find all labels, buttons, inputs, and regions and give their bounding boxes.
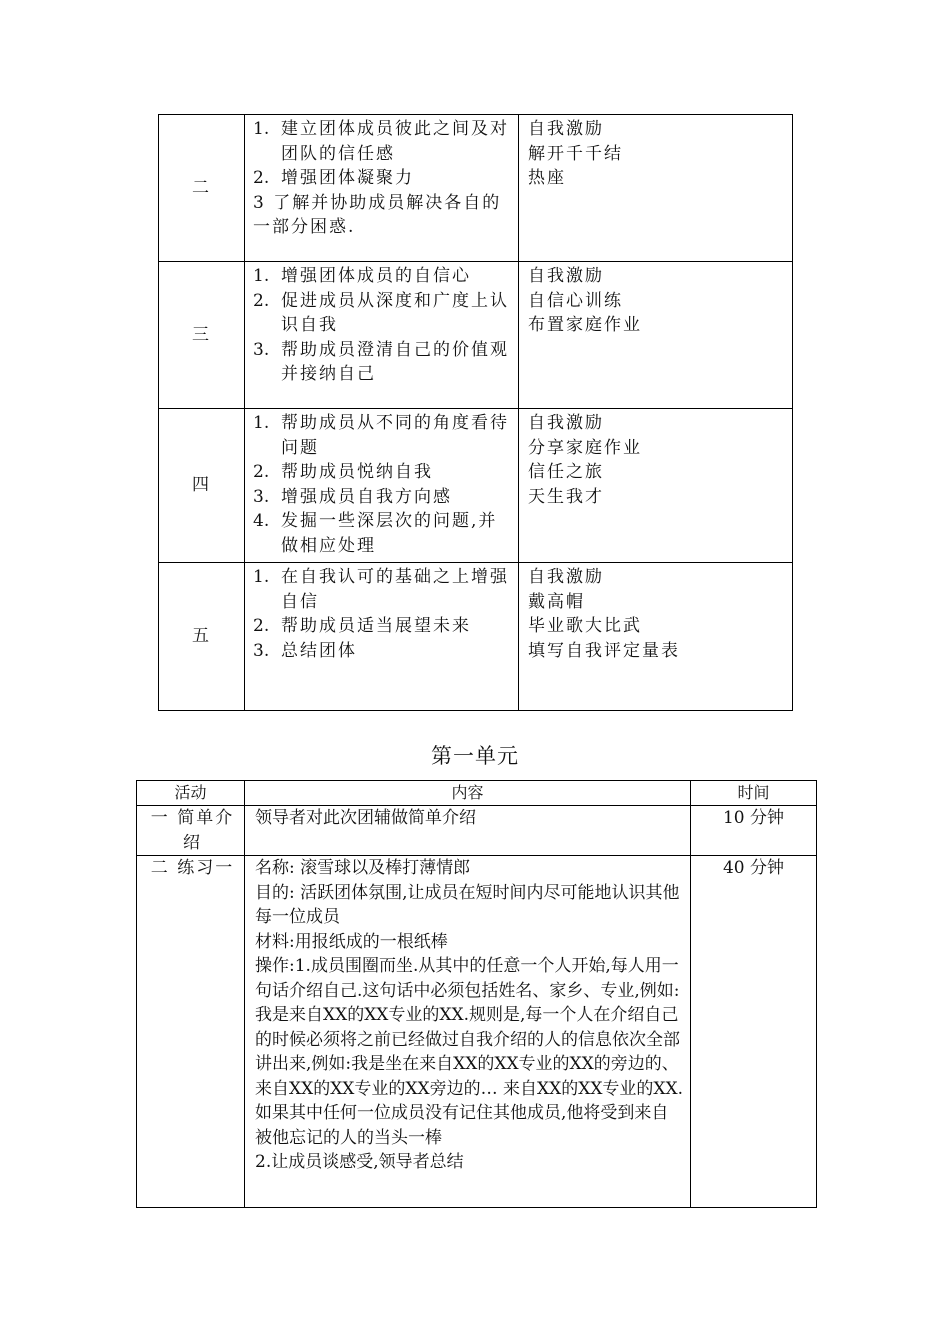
activity-item: 戴高帽 <box>528 591 585 612</box>
goal-item: 1. 增强团体成员的自信心 <box>253 266 471 286</box>
section-title: 第一单元 <box>431 744 519 768</box>
activity-item: 解开千千结 <box>528 143 623 164</box>
goal-item: 3. 总结团体 <box>253 640 357 661</box>
goal-item: 1. 帮助成员从不同的角度看待问题 <box>253 413 509 458</box>
content-line: 目的: 活跃团体氛围,让成员在短时间内尽可能地认识其他每一位成员 <box>255 882 680 927</box>
activities-cell <box>519 563 793 711</box>
activities-cell <box>519 262 793 409</box>
activity-name: 一 简单介绍 <box>137 806 245 856</box>
goal-item: 1. 在自我认可的基础之上增强自信 <box>253 567 509 612</box>
header-content: 内容 <box>245 781 691 806</box>
goals-cell <box>245 115 519 262</box>
schedule-row <box>137 806 817 856</box>
goal-item: 3. 增强成员自我方向感 <box>253 486 452 507</box>
header-time: 时间 <box>691 781 817 806</box>
activity-item: 天生我才 <box>528 486 604 507</box>
unit-label: 四 <box>159 409 245 563</box>
content-line: 名称: 滚雪球以及棒打薄情郎 <box>255 858 471 878</box>
activity-item: 自我激励 <box>528 567 604 587</box>
header-activity: 活动 <box>137 781 245 806</box>
goal-item: 2. 帮助成员悦纳自我 <box>253 462 433 482</box>
unit-label: 三 <box>159 262 245 409</box>
activity-item: 自信心训练 <box>528 290 623 311</box>
activity-item: 自我激励 <box>528 119 604 139</box>
activity-content <box>245 856 691 1208</box>
content-line: 2.让成员谈感受,领导者总结 <box>255 1152 464 1172</box>
activity-content <box>245 806 691 856</box>
session-schedule-table <box>136 780 817 1208</box>
activity-item: 毕业歌大比武 <box>528 616 642 636</box>
goal-item: 2. 帮助成员适当展望未来 <box>253 616 471 636</box>
activity-name: 二 练习一 <box>137 856 245 1208</box>
activity-item: 信任之旅 <box>528 462 604 482</box>
goal-item: 2. 增强团体凝聚力 <box>253 168 414 188</box>
header-row <box>137 781 817 806</box>
goals-cell <box>245 563 519 711</box>
activity-item: 布置家庭作业 <box>528 315 642 335</box>
goals-cell <box>245 409 519 563</box>
activity-item: 热座 <box>528 168 566 188</box>
schedule-row <box>137 856 817 1208</box>
plan-row-3 <box>159 262 793 409</box>
content-line: 材料:用报纸成的一根纸棒 <box>255 931 448 952</box>
activity-item: 自我激励 <box>528 266 604 286</box>
content-line: 操作:1.成员围圈而坐.从其中的任意一个人开始,每人用一句话介绍自己.这句话中必须包括姓名、家乡、专业,例如:我是来自XX的XX专业的XX.规则是,每一个人在介绍自己的时候必须将之前已经做过自我介绍的人的信息依次全部讲出来,例如:我是坐在来自XX的XX专业的XX的旁边的、来自XX的XX专业的XX旁边的… 来自XX的XX专业的XX.如果其中任何一位成员没有记住其他成员,他将受到来自被他忘记的人的当头一棒 <box>255 956 684 1148</box>
goal-item: 2. 促进成员从深度和广度上认识自我 <box>253 290 509 335</box>
goal-item: 1. 建立团体成员彼此之间及对团队的信任感 <box>253 119 509 164</box>
activity-duration: 40 分钟 <box>691 856 817 1208</box>
activity-duration: 10 分钟 <box>691 806 817 856</box>
activity-item: 自我激励 <box>528 413 604 433</box>
plan-row-2 <box>159 115 793 262</box>
goal-item: 3. 帮助成员澄清自己的价值观并接纳自己 <box>253 339 509 384</box>
goal-item: 3 了解并协助成员解决各自的一部分困惑. <box>253 192 502 237</box>
group-plan-table <box>158 114 793 711</box>
activity-item: 分享家庭作业 <box>528 437 642 458</box>
unit-label: 五 <box>159 563 245 711</box>
goal-item: 4. 发掘一些深层次的问题,并做相应处理 <box>253 511 498 556</box>
activities-cell <box>519 115 793 262</box>
unit-label: 二 <box>159 115 245 262</box>
plan-row-5 <box>159 563 793 711</box>
activities-cell <box>519 409 793 563</box>
goals-cell <box>245 262 519 409</box>
content-line: 领导者对此次团辅做简单介绍 <box>255 808 476 828</box>
activity-item: 填写自我评定量表 <box>528 640 680 661</box>
plan-row-4 <box>159 409 793 563</box>
